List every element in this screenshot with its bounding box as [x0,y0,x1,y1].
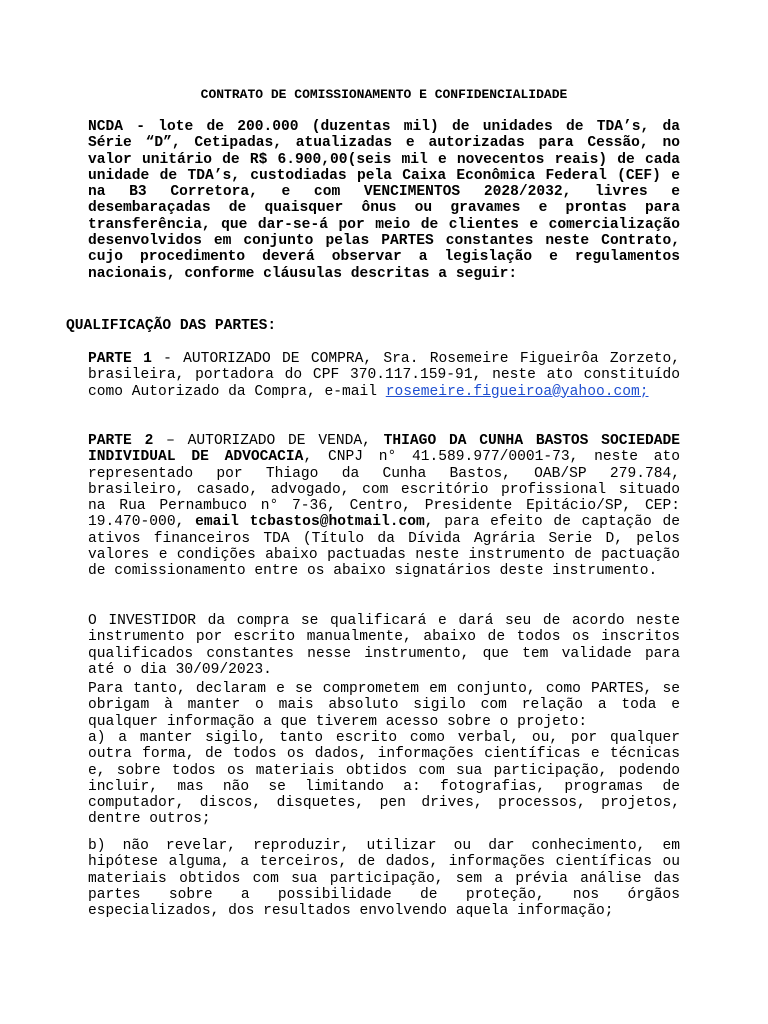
parte2-label: PARTE 2 [88,433,154,449]
parte2-company: THIAGO DA CUNHA BASTOS SOCIEDADE INDIVIDUAL DE ADVOCACIA [88,433,681,466]
parte2-text-b: , CNPJ n° 41.589.977/0001-73, neste ato representado por Thiago da Cunha Bastos, OAB/SP 279.784, brasileiro, casado, advogado, com escritório profissional situado na Rua Pernambuco n° 7-36, Centro, Presidente Epitácio/SP, CEP: 19.470-000, [88,449,680,531]
para-tanto-paragraph: Para tanto, declaram e se comprometem em conjunto, como PARTES, se obrigam à manter o mais absoluto sigilo com relação a toda e qualquer informação a que tiverem acesso sobre o projeto: [88,681,680,730]
parte1-paragraph [88,351,680,400]
parte1-email-link[interactable]: rosemeire.figueiroa@yahoo.com; [385,383,649,400]
item-b-paragraph: b) não revelar, reproduzir, utilizar ou dar conhecimento, em hipótese alguma, a terceiros, de dados, informações científicas ou materiais obtidos com sua participação, sem a prévia análise das partes sobre a possibilidade de proteção, nos órgãos especializados, dos resultados envolvendo aquela informação; [88,838,680,920]
section-heading: QUALIFICAÇÃO DAS PARTES: [66,318,277,334]
parte2-text-c: , para efeito de captação de ativos financeiros TDA (Título da Dívida Agrária Serie D, pelos valores e condições abaixo pactuadas neste instrumento de pactuação de comissionamento entre os abaixo signatários deste instrumento. [88,514,681,580]
parte2-email: email tcbastos@hotmail.com [195,514,425,531]
parte2-text-a: – AUTORIZADO DE VENDA, [153,433,384,449]
parte1-label: PARTE 1 [88,351,152,367]
parte1-text: - AUTORIZADO DE COMPRA, Sra. Rosemeire Figueirôa Zorzeto, brasileira, portadora do CPF 370.117.159-91, neste ato constituído como Autorizado da Compra, e-mail [88,351,680,400]
intro-paragraph: NCDA - lote de 200.000 (duzentas mil) de unidades de TDA’s, da Série “D”, Cetipadas, atualizadas e autorizadas para Cessão, no valor unitário de R$ 6.900,00(seis mil e novecentos reais) de cada unidade de TDA’s, custodiadas pela Caixa Econômica Federal (CEF) e na B3 Corretora, e com VENCIMENTOS 2028/2032, livres e desembaraçadas de quaisquer ônus ou gravames e prontas para transferência, que dar-se-á por meio de clientes e comercialização desenvolvidos em conjunto pelas PARTES constantes neste Contrato, cujo procedimento deverá observar a legislação e regulamentos nacionais, conforme cláusulas descritas a seguir: [88,119,680,282]
parte2-paragraph [88,433,680,580]
page-title: CONTRATO DE COMISSIONAMENTO E CONFIDENCIALIDADE [200,87,568,102]
item-a-paragraph: a) a manter sigilo, tanto escrito como verbal, ou, por qualquer outra forma, de todos os dados, informações científicas e técnicas e, sobre todos os materiais obtidos com sua participação, podendo incluir, mas não se limitando a: fotografias, programas de computador, discos, disquetes, pen drives, processos, projetos, dentre outros; [88,730,680,828]
investidor-paragraph: O INVESTIDOR da compra se qualificará e dará seu de acordo neste instrumento por escrito manualmente, abaixo de todos os inscritos qualificados constantes nesse instrumento, que tem validade para até o dia 30/09/2023. [88,613,680,678]
